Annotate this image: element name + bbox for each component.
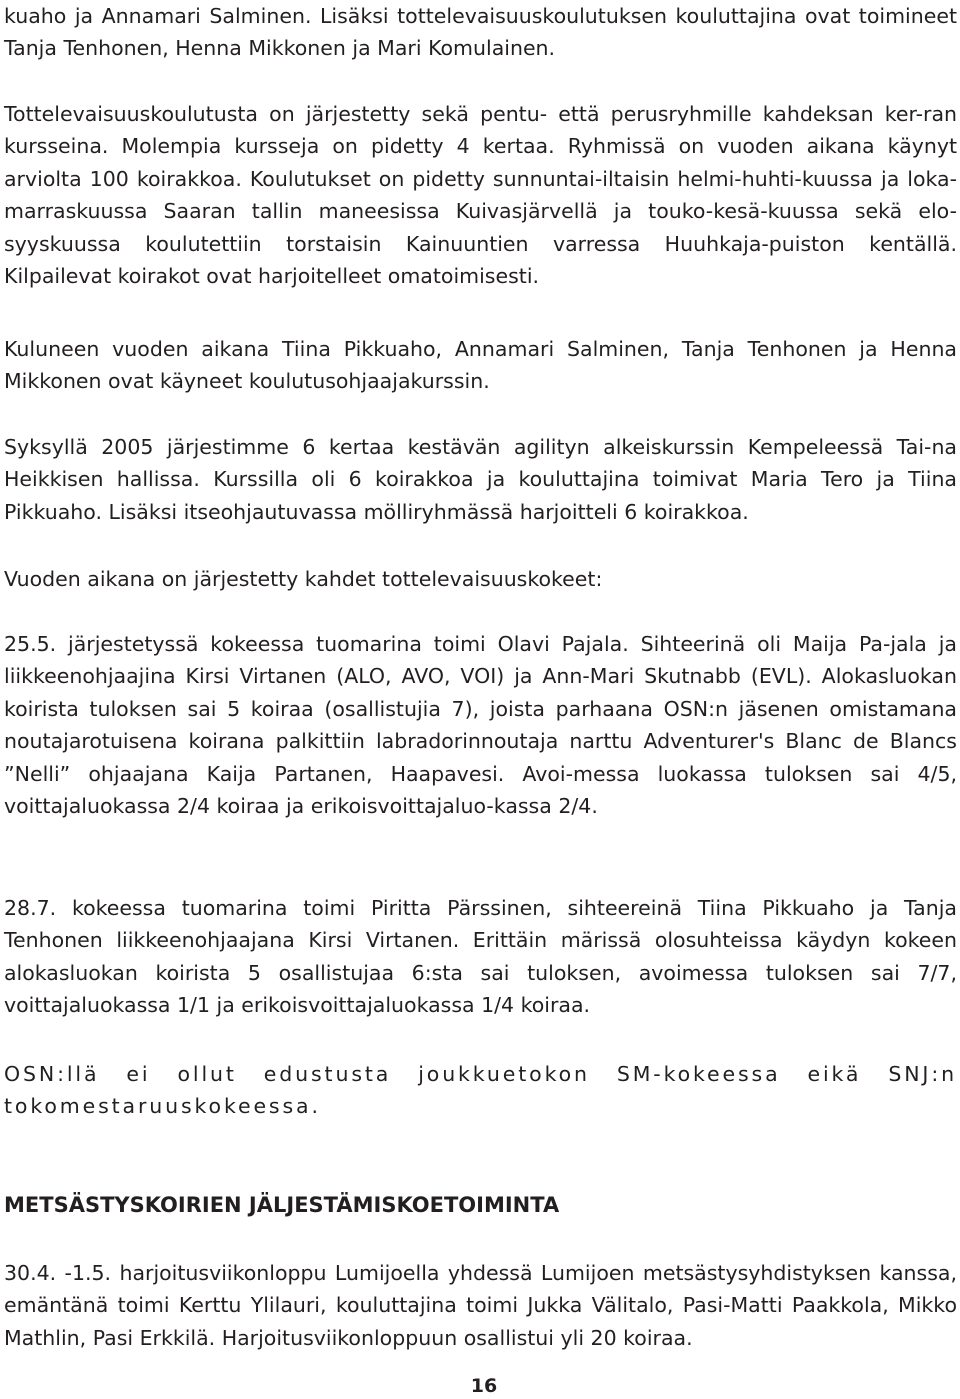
paragraph-obedience-courses: Tottelevaisuuskoulutusta on järjestetty sekä pentu- että perusryhmille kahdeksan ker-ran kursseina. Molempia kursseja on pidetty 4 kertaa. Ryhmissä on vuoden aikana käynyt arviolta 100 koirakkoa. Koulutukset on pidetty sunnuntai-iltaisin helmi-huhti-kuussa ja loka-marraskuussa Saaran tallin maneesissa Kuivasjärvellä ja touko-kesä-kuussa sekä elo-syyskuussa koulutettiin torstaisin Kainuuntien varressa Huuhkaja-puiston kentällä. Kilpailevat koirakot ovat harjoitelleet omatoimisesti. (4, 102, 957, 289)
section-heading: METSÄSTYSKOIRIEN JÄLJESTÄMISKOETOIMINTA (4, 1193, 560, 1217)
paragraph-agility-course: Syksyllä 2005 järjestimme 6 kertaa kestävän agilityn alkeiskurssin Kempeleessä Tai-na Heikkisen hallissa. Kurssilla oli 6 koirakkoa ja kouluttajina toimivat Maria Tero ja Tiina Pikkuaho. Lisäksi itseohjautuvassa mölliryhmässä harjoitteli 6 koirakkoa. (4, 435, 957, 524)
paragraph-trial-28-7: 28.7. kokeessa tuomarina toimi Piritta Pärssinen, sihteereinä Tiina Pikkuaho ja Tanja Tenhonen liikkeenohjaajana Kirsi Virtanen. Erittäin märissä olosuhteissa käydyn kokeen alokasluokan koirista 5 osallistujaa 6:sta sai tuloksen, avoimessa tuloksen sai 7/7, voittajaluokassa 1/1 ja erikoisvoittajaluokassa 1/4 koiraa. (4, 896, 957, 1018)
page-number: 16 (470, 1375, 498, 1397)
paragraph-training-weekend: 30.4. -1.5. harjoitusviikonloppu Lumijoella yhdessä Lumijoen metsästysyhdistyksen kanssa, emäntänä toimi Kerttu Ylilauri, kouluttajina toimi Jukka Välitalo, Pasi-Matti Paakkola, Mikko Mathlin, Pasi Erkkilä. Harjoitusviikonloppuun osallistui yli 20 koiraa. (4, 1261, 957, 1350)
paragraph-sm-trials: OSN:llä ei ollut edustusta joukkuetokon SM-kokeessa eikä SNJ:n tokomestaruuskokeessa. (4, 1062, 957, 1119)
paragraph-instructor-course: Kuluneen vuoden aikana Tiina Pikkuaho, Annamari Salminen, Tanja Tenhonen ja Henna Mikkonen ovat käyneet koulutusohjaajakurssin. (4, 337, 957, 394)
paragraph-obedience-trials-intro: Vuoden aikana on järjestetty kahdet tottelevaisuuskokeet: (4, 567, 603, 591)
paragraph-trial-25-5: 25.5. järjestetyssä kokeessa tuomarina toimi Olavi Pajala. Sihteerinä oli Maija Pa-jala ja liikkeenohjaajina Kirsi Virtanen (ALO, AVO, VOI) ja Ann-Mari Skutnabb (EVL). Alokasluokan koirista tuloksen sai 5 koiraa (osallistujia 7), joista parhaana OSN:n jäsenen omistamana noutajarotuisena koirana palkittiin labradorinnoutaja narttu Adventurer's Blanc de Blancs ”Nelli” ohjaajana Kaija Partanen, Haapavesi. Avoi-messa luokassa tuloksen sai 4/5, voittajaluokassa 2/4 koiraa ja erikoisvoittajaluo-kassa 2/4. (4, 632, 957, 819)
paragraph-instructors: kuaho ja Annamari Salminen. Lisäksi tottelevaisuuskoulutuksen kouluttajina ovat toimineet Tanja Tenhonen, Henna Mikkonen ja Mari Komulainen. (4, 4, 957, 61)
